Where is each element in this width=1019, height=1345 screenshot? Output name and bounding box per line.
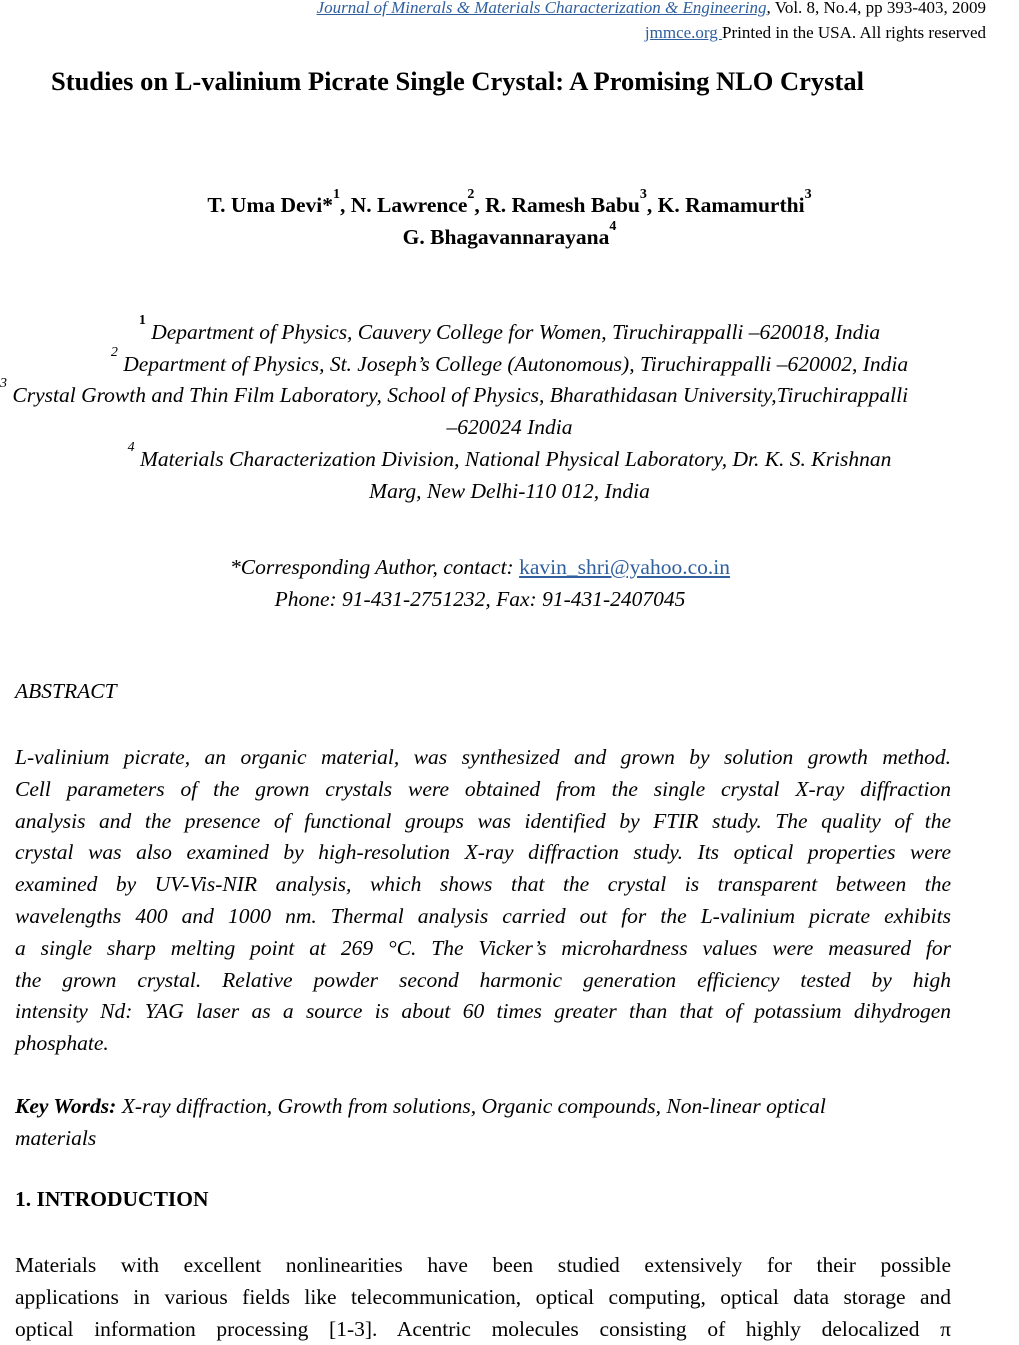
author-affil-sup: 2 [467, 187, 475, 202]
affiliation-2 [0, 345, 1019, 381]
abstract-line: L-valinium picrate, an organic material, was synthesized and grown by solution growth method. [15, 745, 951, 769]
intro-line: optical information processing [1-3]. Acentric molecules consisting of highly delocalized π [15, 1316, 951, 1341]
affiliation-text: Department of Physics, St. Joseph’s College (Autonomous), Tiruchirappalli –620002, India [117, 352, 909, 376]
author-name: , K. Ramamurthi [646, 193, 805, 217]
affiliation-sup: 1 [138, 313, 146, 328]
intro-line: Materials with excellent nonlinearities have been studied extensively for their possible [15, 1253, 951, 1277]
author-name: G. Bhagavannarayana [402, 225, 610, 249]
abstract-line: phosphate. [15, 1031, 109, 1056]
site-link[interactable]: jmmce.org [644, 23, 723, 42]
author-affil-sup: 4 [609, 219, 617, 234]
journal-link[interactable]: Journal of Minerals & Materials Characterization & Engineering [316, 0, 767, 17]
author-affil-sup: 3 [639, 187, 647, 202]
paper-title: Studies on L-valinium Picrate Single Crystal: A Promising NLO Crystal [51, 66, 864, 96]
author-name: , R. Ramesh Babu [474, 193, 640, 217]
abstract-body [15, 742, 951, 1060]
keywords [15, 1091, 951, 1155]
affiliation-1 [0, 313, 1019, 349]
author-name: T. Uma Devi* [207, 193, 334, 217]
keywords-label: Key Words: [15, 1094, 117, 1118]
abstract-line: a single sharp melting point at 269 °C. The Vicker’s microhardness values were measured for [15, 935, 951, 960]
author-affil-sup: 3 [804, 187, 812, 202]
author-line-1 [0, 187, 1019, 221]
corresponding-author [0, 551, 960, 583]
introduction-heading: 1. INTRODUCTION [15, 1187, 209, 1211]
keywords-text-cont: materials [15, 1125, 97, 1150]
affiliation-sup: 4 [127, 440, 135, 455]
site-line [645, 22, 986, 44]
journal-header [317, 0, 986, 19]
affiliation-3 [0, 376, 909, 412]
affiliation-4 [0, 440, 1019, 476]
affiliation-sup: 2 [110, 345, 118, 360]
author-affil-sup: 1 [333, 187, 341, 202]
abstract-line: crystal was also examined by high-resolution X-ray diffraction study. Its optical properties were [15, 840, 951, 865]
corresponding-label: *Corresponding Author, contact: [230, 555, 520, 579]
rights-text: Printed in the USA. All rights reserved [722, 23, 986, 42]
affiliation-3-cont [0, 412, 1019, 444]
introduction-body [15, 1250, 951, 1345]
affiliation-text: Materials Characterization Division, National Physical Laboratory, Dr. K. S. Krishnan [134, 447, 892, 471]
author-line-2 [0, 219, 1019, 253]
abstract-line: Cell parameters of the grown crystals were obtained from the single crystal X-ray diffraction [15, 776, 951, 801]
affiliation-text: –620024 India [446, 415, 573, 439]
affiliation-sup: 3 [0, 376, 7, 391]
intro-line: applications in various fields like telecommunication, optical computing, optical data storage and [15, 1284, 951, 1309]
abstract-line: wavelengths 400 and 1000 nm. Thermal analysis carried out for the L-valinium picrate exhibits [15, 903, 951, 928]
abstract-line: analysis and the presence of functional groups was identified by FTIR study. The quality of the [15, 808, 951, 833]
journal-volume-info: , Vol. 8, No.4, pp 393-403, 2009 [766, 0, 986, 17]
affiliation-text: Crystal Growth and Thin Film Laboratory, School of Physics, Bharathidasan University,Tiruchirappalli [7, 383, 909, 407]
abstract-line: intensity Nd: YAG laser as a source is about 60 times greater than that of potassium dihydrogen [15, 999, 951, 1024]
abstract-heading: ABSTRACT [15, 679, 117, 703]
email-link[interactable]: kavin_shri@yahoo.co.in [519, 555, 730, 579]
affiliation-text: Department of Physics, Cauvery College for Women, Tiruchirappalli –620018, India [145, 320, 881, 344]
keywords-text: X-ray diffraction, Growth from solutions, Organic compounds, Non-linear optical [116, 1094, 826, 1118]
contact-phone: Phone: 91-431-2751232, Fax: 91-431-2407045 [274, 587, 686, 611]
abstract-line: examined by UV-Vis-NIR analysis, which shows that the crystal is transparent between the [15, 872, 951, 897]
abstract-line: the grown crystal. Relative powder second harmonic generation efficiency tested by high [15, 967, 951, 992]
author-name: , N. Lawrence [340, 193, 468, 217]
affiliation-text: Marg, New Delhi-110 012, India [369, 479, 650, 503]
affiliation-4-cont [0, 476, 1019, 508]
